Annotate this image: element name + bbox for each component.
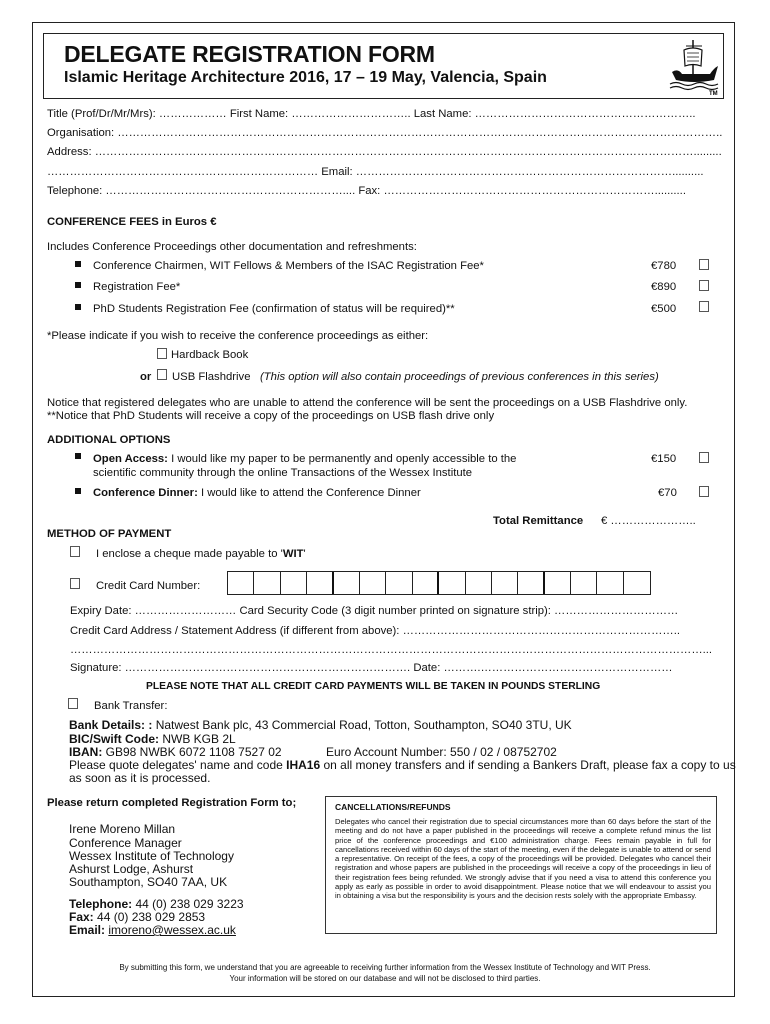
fax-value: 44 (0) 238 029 2853: [93, 910, 206, 924]
bullet-icon: [75, 453, 81, 459]
cancellations-title: CANCELLATIONS/REFUNDS: [335, 802, 451, 812]
credit-card-label: Credit Card Number:: [96, 580, 201, 592]
fee-item-label: Registration Fee*: [93, 281, 181, 293]
iban-label: IBAN:: [69, 745, 103, 759]
cheque-quote: ': [303, 548, 306, 560]
usb-label: USB Flashdrive: [172, 371, 251, 383]
expiry-security-line[interactable]: Expiry Date: ……………………… Card Security Code (3 digit number printed on signature strip): ……………………………: [70, 605, 679, 617]
fee-registration-checkbox[interactable]: [699, 280, 709, 291]
bullet-icon: [75, 261, 81, 267]
usb-note: (This option will also contain proceedings of previous conferences in this series): [260, 371, 659, 383]
footer-line1: By submitting this form, we understand that you are agreeable to receiving further information from the Wessex Institute of Technology and WIT Press.: [119, 963, 651, 972]
hardback-checkbox[interactable]: [157, 348, 167, 359]
signature-date-line[interactable]: Signature: …………………………………………………………………. Date: ……….……………………………………………: [70, 662, 673, 674]
contact-email: [69, 923, 236, 937]
sterling-note: PLEASE NOTE THAT ALL CREDIT CARD PAYMENTS WILL BE TAKEN IN POUNDS STERLING: [146, 681, 601, 692]
bic-code: [69, 732, 236, 746]
contact-telephone: [69, 897, 244, 911]
dinner-label: Conference Dinner:: [93, 487, 198, 499]
dinner-text: [93, 487, 421, 499]
dinner-checkbox[interactable]: [699, 486, 709, 497]
iban: [69, 745, 282, 759]
telephone-fax-line[interactable]: Telephone: ……………………………………………………….... Fax: ………………………………………………………………..........: [47, 185, 686, 197]
euro-account: Euro Account Number: 550 / 02 / 08752702: [326, 745, 557, 759]
card-address-line2[interactable]: ……………………………………………………………………………………………………………………………………………………...: [70, 644, 713, 656]
additional-options-heading: ADDITIONAL OPTIONS: [47, 434, 171, 446]
organisation-line[interactable]: Organisation: ……………………………………………………………………………………………………………………………………………..: [47, 127, 723, 139]
contact-org: Wessex Institute of Technology: [69, 849, 234, 863]
contact-address2: Southampton, SO40 7AA, UK: [69, 875, 228, 889]
logo-trademark: TM: [709, 91, 718, 96]
conference-subtitle: Islamic Heritage Architecture 2016, 17 – 19 May, Valencia, Spain: [64, 69, 547, 86]
cheque-text: I enclose a cheque made payable to ': [96, 548, 283, 560]
hardback-label: Hardback Book: [171, 349, 249, 361]
quote-instructions: [69, 758, 736, 772]
address-line[interactable]: Address: …………………………………………………………………………………………………………………………………………….........: [47, 146, 722, 158]
fax-label: Fax:: [69, 910, 94, 924]
cancellations-box: [325, 796, 717, 934]
bullet-icon: [75, 282, 81, 288]
contact-role: Conference Manager: [69, 836, 182, 850]
quote-text: Please quote delegates' name and code: [69, 758, 287, 772]
fees-intro: Includes Conference Proceedings other documentation and refreshments:: [47, 241, 417, 253]
bic-label: BIC/Swift Code:: [69, 732, 159, 746]
fee-item-label: Conference Chairmen, WIT Fellows & Members of the ISAC Registration Fee*: [93, 260, 484, 272]
bank-transfer-checkbox[interactable]: [68, 698, 78, 709]
fee-item-price: €890: [651, 281, 677, 293]
open-access-label: Open Access:: [93, 453, 168, 465]
wessex-ship-logo-icon: [666, 36, 722, 96]
notice-phd: **Notice that PhD Students will receive a copy of the proceedings on USB flash drive only: [47, 410, 495, 422]
bank-transfer-label: Bank Transfer:: [94, 700, 168, 712]
open-access-desc: I would like my paper to be permanently and openly accessible to the: [171, 453, 517, 465]
fee-item-label: PhD Students Registration Fee (confirmation of status will be required)**: [93, 303, 455, 315]
bullet-icon: [75, 488, 81, 494]
footer-line2: Your information will be stored on our database and will not be disclosed to third parties.: [229, 974, 541, 983]
email-link[interactable]: imoreno@wessex.ac.uk: [108, 923, 236, 937]
title-name-line[interactable]: Title (Prof/Dr/Mr/Mrs): ……………… First Name: ………………………….. Last Name: …………………………………………………..: [47, 108, 696, 120]
fee-item-price: €780: [651, 260, 677, 272]
address-email-line[interactable]: ……………………………………………………………… Email: …………………………………………………………………………..........: [47, 166, 704, 178]
notice-unable-attend: Notice that registered delegates who are unable to attend the conference will be sent the proceedings on a USB Flashdrive only.: [47, 397, 688, 409]
bank-details-label: Bank Details: :: [69, 718, 153, 732]
quote-text-end: on all money transfers and if sending a Bankers Draft, please fax a copy to us: [320, 758, 736, 772]
telephone-value: 44 (0) 238 029 3223: [132, 897, 244, 911]
cancellations-body: Delegates who cancel their registration due to special circumstances more than 60 days before the start of the meeting and do not have a paper published in the proceedings will receive a complete refund minus the list price of the conference proceedings and €100 administration charge. Fees remain payable in full for cancellations received within 60 days of the start of the meeting, even if the delegate is unable to attend or send a representative. On receipt of the fees, a copy of the proceedings will be provided. Delegates who cancel their registration and whose papers are published in the proceedings will receive a copy of the proceedings in lieu of their registration fees being refunded. We strongly advise that if you need a visa to attend this conference you apply as early as possible in order to avoid disappointment. Please notice that we will endeavour to assist you in obtaining a visa but the responsibility is yours and the decision rests solely with the appropriate Embassy.: [335, 817, 711, 901]
dinner-price: €70: [658, 487, 677, 499]
email-label: Email:: [69, 923, 106, 937]
contact-fax: [69, 910, 205, 924]
dinner-desc: I would like to attend the Conference Dinner: [200, 487, 421, 499]
proceedings-prompt: *Please indicate if you wish to receive the conference proceedings as either:: [47, 330, 429, 342]
return-heading: Please return completed Registration Form to;: [47, 797, 297, 809]
form-title: DELEGATE REGISTRATION FORM: [64, 41, 435, 67]
iban-value: GB98 NWBK 6072 1108 7527 02: [102, 745, 282, 759]
quote-instructions-line2: as soon as it is processed.: [69, 771, 211, 785]
open-access-checkbox[interactable]: [699, 452, 709, 463]
fee-members-checkbox[interactable]: [699, 259, 709, 270]
quote-code: IHA16: [286, 758, 321, 772]
fees-heading: CONFERENCE FEES in Euros €: [47, 216, 217, 228]
contact-name: Irene Moreno Millan: [69, 822, 176, 836]
footer: [70, 962, 700, 984]
open-access-desc-line2: scientific community through the online Transactions of the Wessex Institute: [93, 467, 473, 479]
cheque-payee: WIT: [282, 548, 304, 560]
cheque-label: [96, 548, 306, 560]
usb-checkbox[interactable]: [157, 369, 167, 380]
bank-details: [69, 718, 572, 732]
bank-details-value: Natwest Bank plc, 43 Commercial Road, Totton, Southampton, SO40 3TU, UK: [152, 718, 572, 732]
or-label: or: [140, 371, 152, 383]
bic-value: NWB KGB 2L: [159, 732, 236, 746]
credit-card-checkbox[interactable]: [70, 578, 80, 589]
contact-address1: Ashurst Lodge, Ashurst: [69, 862, 194, 876]
open-access-price: €150: [651, 453, 677, 465]
credit-card-number-input[interactable]: [227, 571, 651, 595]
cheque-checkbox[interactable]: [70, 546, 80, 557]
total-remittance-field[interactable]: € …………………..: [601, 515, 696, 527]
bullet-icon: [75, 304, 81, 310]
payment-heading: METHOD OF PAYMENT: [47, 528, 172, 540]
fee-item-price: €500: [651, 303, 677, 315]
card-address-line[interactable]: Credit Card Address / Statement Address (if different from above): ………………………………………………………………..: [70, 625, 680, 637]
telephone-label: Telephone:: [69, 897, 133, 911]
total-remittance-label: Total Remittance: [493, 515, 584, 527]
fee-phd-checkbox[interactable]: [699, 301, 709, 312]
open-access-text: [93, 453, 516, 465]
form-header: [43, 33, 724, 99]
